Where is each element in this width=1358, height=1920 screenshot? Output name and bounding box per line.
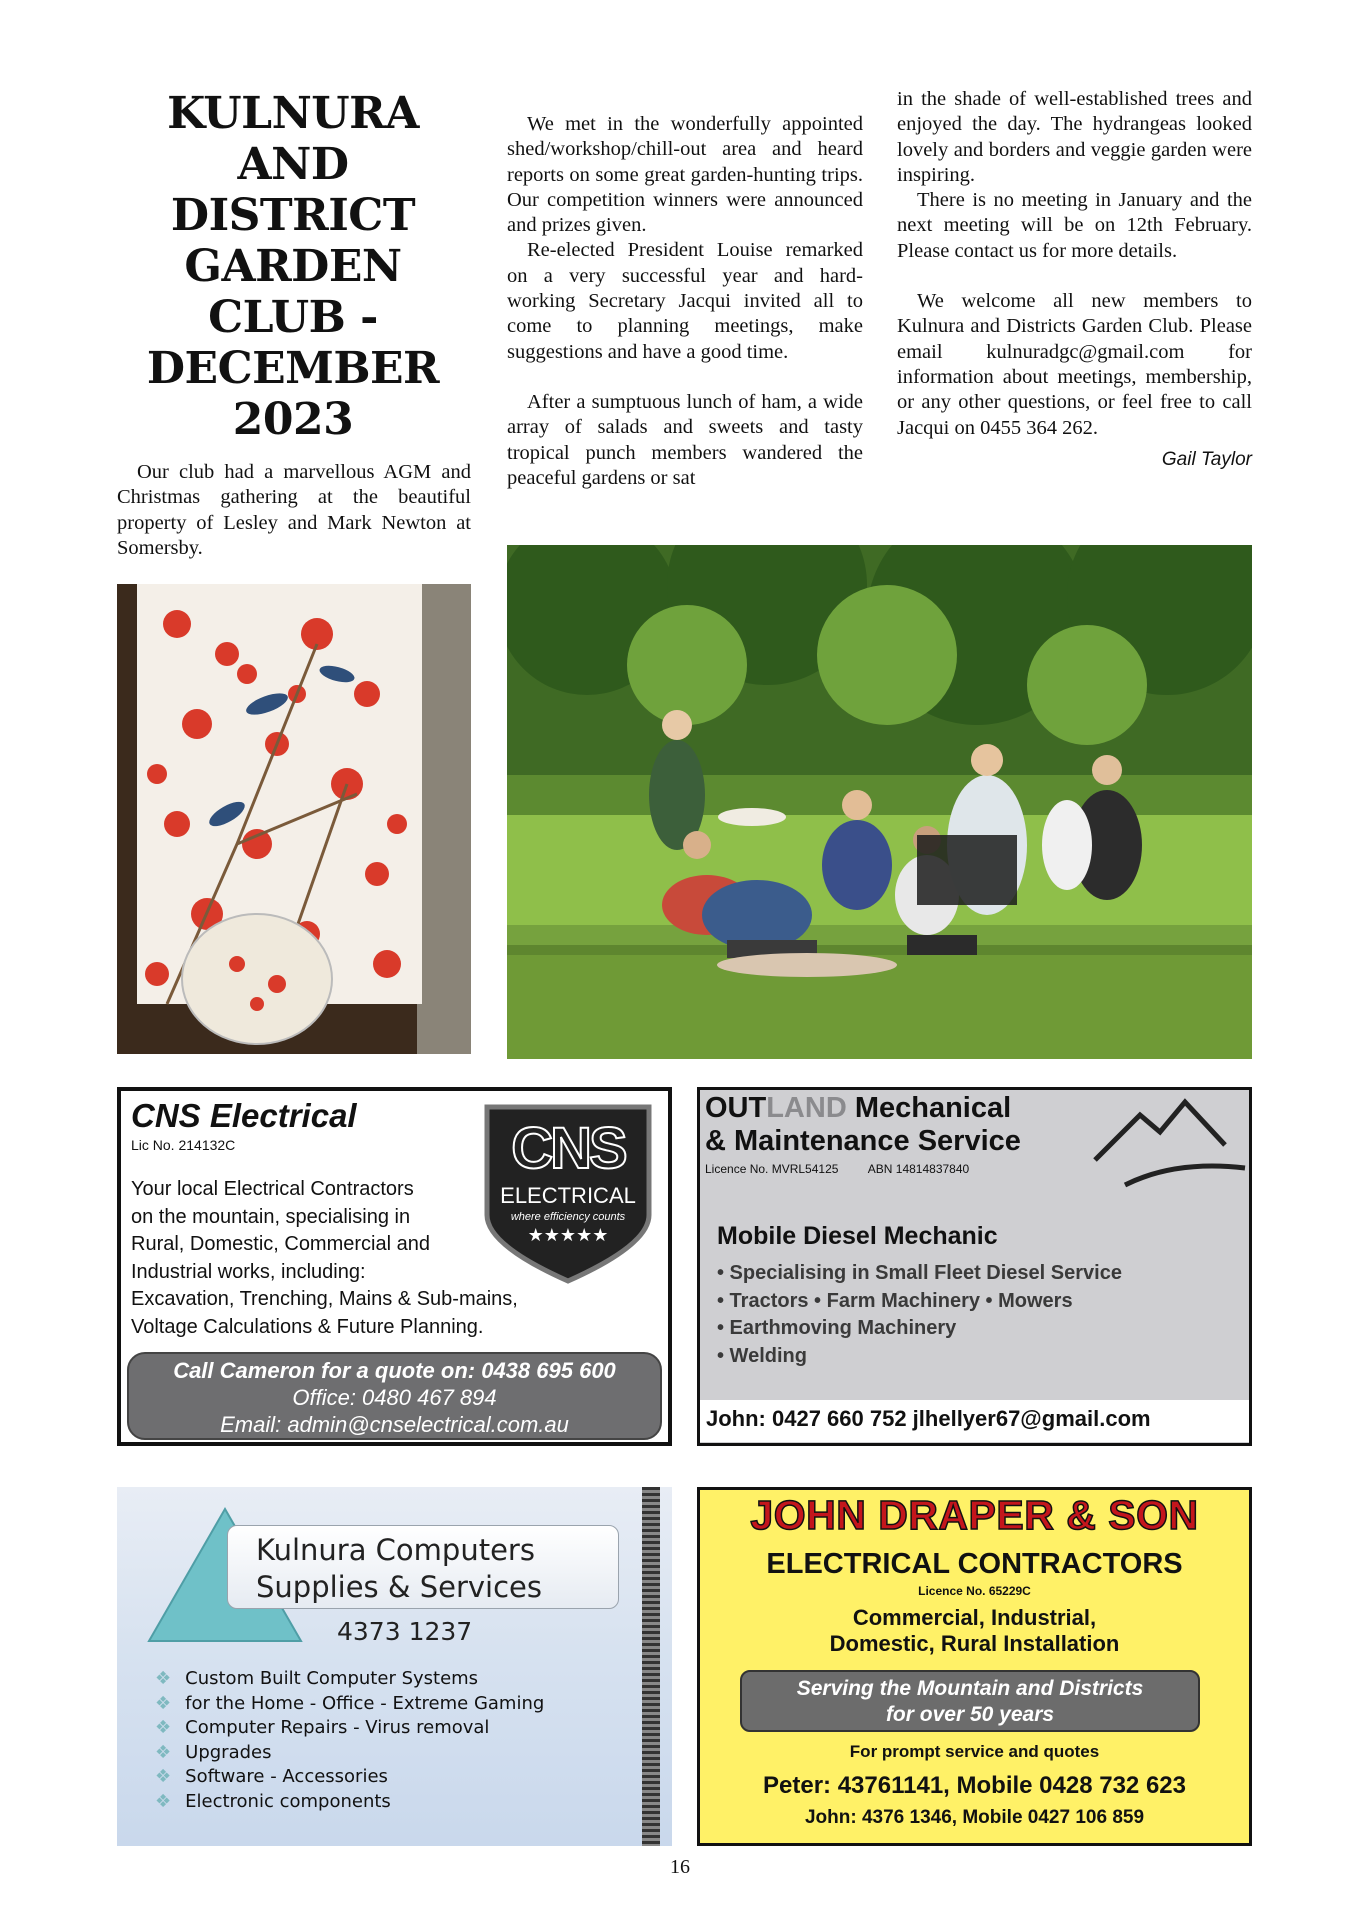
kulnura-list-item: Upgrades — [185, 1741, 272, 1763]
draper-serving-line: for over 50 years — [885, 1703, 1055, 1726]
diamond-bullet-icon: ❖ — [155, 1741, 172, 1763]
title-line: CLUB - — [208, 292, 378, 343]
cns-body — [131, 1176, 518, 1341]
cns-body-line: Your local Electrical Contractors — [131, 1178, 414, 1200]
outland-services — [717, 1260, 1122, 1370]
title-line: 2023 — [232, 394, 354, 445]
kulnura-computers-ad — [117, 1487, 672, 1846]
article-title — [118, 88, 468, 445]
title-line: KULNURA — [167, 88, 419, 139]
article-paragraph: We welcome all new members to Kulnura and Districts Garden Club. Please email kulnuradgc@gmail.com for information about meetings, membership, or any other questions, or feel free to call Jacqui on 0455 364 262. — [897, 290, 1252, 439]
cns-call: Call Cameron for a quote on: 0438 695 600 — [173, 1358, 616, 1383]
article-paragraph: There is no meeting in January and the next meeting will be on 12th February. Please contact us for more details. — [897, 189, 1252, 262]
cns-email: Email: admin@cnselectrical.com.au — [220, 1412, 569, 1437]
cns-body-line: Excavation, Trenching, Mains & Sub-mains, — [131, 1288, 518, 1310]
outland-name-rest: Mechanical — [846, 1092, 1012, 1124]
article-column-1 — [117, 460, 471, 561]
draper-subtitle: ELECTRICAL CONTRACTORS — [766, 1548, 1183, 1580]
mountain-logo-icon — [1085, 1090, 1250, 1195]
cns-badge-subtext: ELECTRICAL — [500, 1183, 636, 1208]
page-number: 16 — [670, 1856, 690, 1878]
kulnura-list-item: Electronic components — [185, 1790, 391, 1812]
outland-abn: ABN 14814837840 — [867, 1162, 970, 1176]
outland-licence-row — [705, 1162, 969, 1176]
title-line: DISTRICT — [170, 190, 416, 241]
cns-body-line: Voltage Calculations & Future Planning. — [131, 1315, 484, 1338]
article-paragraph: in the shade of well-established trees and enjoyed the day. The hydrangeas looked lovely and borders and veggie garden were inspiring. — [897, 88, 1252, 186]
article-paragraph: We met in the wonderfully appointed shed/workshop/chill-out area and heard reports on some great garden-hunting trips. Our competition winners were announced and prizes given. — [507, 113, 863, 237]
kulnura-list-item: for the Home - Office - Extreme Gaming — [185, 1692, 545, 1714]
kulnura-phone: 4373 1237 — [337, 1617, 473, 1646]
kulnura-name-line: Kulnura Computers — [256, 1533, 535, 1567]
tea-towel-photo — [117, 584, 471, 1054]
outland-service-item: • Welding — [717, 1344, 807, 1367]
kulnura-list — [155, 1667, 544, 1814]
draper-serving-line: Serving the Mountain and Districts — [796, 1677, 1144, 1700]
outland-name — [705, 1092, 1021, 1158]
article-paragraph: Re-elected President Louise remarked on a very successful year and hard-working Secretary Jacqui invited all to come to planning meetings, make suggestions and have a good time. — [507, 239, 863, 363]
draper-name: JOHN DRAPER & SON — [750, 1492, 1199, 1538]
cns-badge-text: CNS — [511, 1116, 625, 1181]
article-column-2 — [507, 112, 863, 491]
outland-service-item: • Earthmoving Machinery — [717, 1317, 957, 1339]
title-line: DECEMBER — [146, 343, 440, 394]
outland-licence: Licence No. MVRL54125 — [705, 1162, 839, 1176]
outland-service-item: • Tractors • Farm Machinery • Mowers — [717, 1289, 1073, 1312]
article-paragraph: After a sumptuous lunch of ham, a wide array of salads and sweets and tasty tropical punch members wandered the peaceful gardens or sat — [507, 390, 863, 489]
draper-john-contact: John: 4376 1346, Mobile 0427 106 859 — [804, 1807, 1145, 1828]
kulnura-name-line: Supplies & Services — [256, 1570, 543, 1604]
draper-peter-contact: Peter: 43761141, Mobile 0428 732 623 — [763, 1772, 1186, 1799]
side-stripe — [642, 1487, 660, 1846]
kulnura-list-item: Custom Built Computer Systems — [185, 1668, 479, 1689]
cns-badge-tagline: where efficiency counts — [510, 1211, 626, 1223]
draper-licence: Licence No. 65229C — [918, 1584, 1031, 1598]
draper-services-line: Commercial, Industrial, — [852, 1605, 1097, 1630]
cns-electrical-ad — [117, 1087, 672, 1446]
kulnura-list-item: Computer Repairs - Virus removal — [185, 1717, 490, 1738]
outland-name-line2: & Maintenance Service — [705, 1125, 1021, 1157]
title-line: AND — [237, 139, 349, 190]
draper-prompt: For prompt service and quotes — [849, 1742, 1100, 1761]
diamond-bullet-icon: ❖ — [155, 1766, 172, 1787]
draper-services — [700, 1605, 1249, 1657]
cns-body-line: on the mountain, specialising in — [131, 1205, 411, 1228]
outland-service-item: • Specialising in Small Fleet Diesel Service — [717, 1262, 1122, 1284]
diamond-bullet-icon: ❖ — [155, 1668, 172, 1689]
diamond-bullet-icon: ❖ — [155, 1717, 172, 1738]
john-draper-ad — [697, 1487, 1252, 1846]
outland-contact: John: 0427 660 752 jlhellyer67@gmail.com — [700, 1400, 1249, 1442]
cns-licence: Lic No. 214132C — [131, 1137, 236, 1153]
outland-name-out: OUT — [705, 1092, 767, 1124]
cns-body-line: Rural, Domestic, Commercial and — [131, 1233, 430, 1255]
cns-stars-icon: ★★★★★ — [527, 1225, 609, 1245]
cns-body-line: Industrial works, including: — [131, 1260, 366, 1283]
draper-services-line: Domestic, Rural Installation — [829, 1631, 1120, 1656]
title-line: GARDEN — [184, 241, 402, 292]
article-signature: Gail Taylor — [1161, 448, 1252, 470]
garden-gathering-photo — [507, 545, 1252, 1059]
outland-name-land: LAND — [766, 1092, 847, 1124]
cns-office: Office: 0480 467 894 — [292, 1385, 497, 1410]
article-paragraph: Our club had a marvellous AGM and Christmas gathering at the beautiful property of Lesley and Mark Newton at Somersby. — [117, 461, 471, 559]
diamond-bullet-icon: ❖ — [155, 1790, 172, 1812]
outland-mechanical-ad — [697, 1087, 1252, 1446]
draper-serving-box — [740, 1670, 1200, 1732]
outland-heading: Mobile Diesel Mechanic — [717, 1222, 998, 1250]
article-column-3 — [897, 87, 1252, 472]
kulnura-name-box — [227, 1525, 619, 1609]
diamond-bullet-icon: ❖ — [155, 1692, 172, 1714]
cns-contact-box — [127, 1352, 662, 1440]
kulnura-list-item: Software - Accessories — [185, 1766, 388, 1787]
cns-name: CNS Electrical — [131, 1097, 357, 1134]
